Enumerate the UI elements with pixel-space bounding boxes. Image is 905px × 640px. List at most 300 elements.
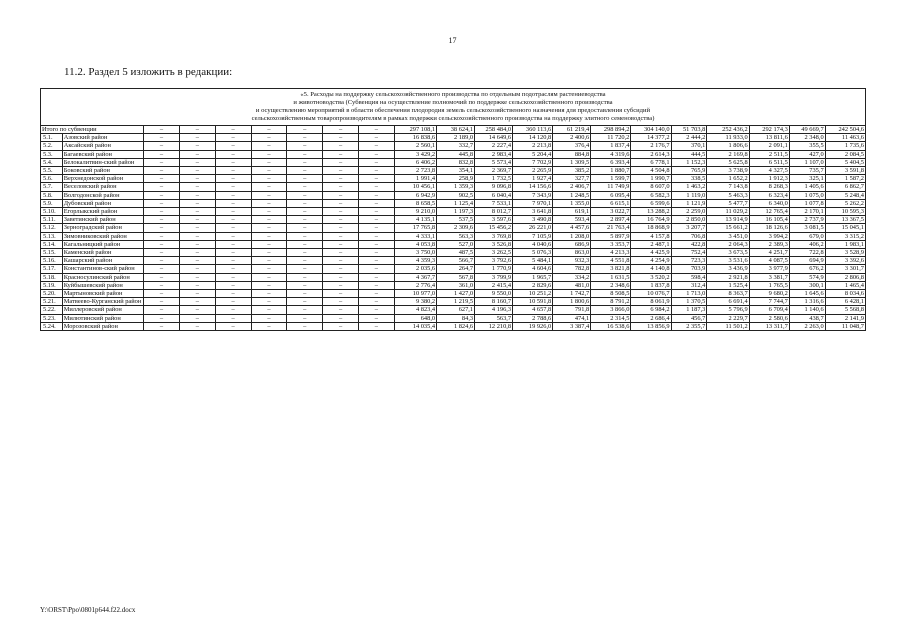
dash-cell: – <box>215 224 251 232</box>
district-name: Константинов-ский район <box>62 265 143 273</box>
value-cell: 4 254,9 <box>631 257 671 265</box>
value-cell: 765,9 <box>671 167 707 175</box>
value-cell: 3 081,5 <box>789 224 825 232</box>
value-cell: 884,8 <box>553 150 591 158</box>
value-cell: 61 219,4 <box>553 126 591 134</box>
value-cell: 3 429,2 <box>394 150 436 158</box>
dash-cell: – <box>179 249 215 257</box>
value-cell: 8 268,3 <box>749 183 789 191</box>
row-number: 5.20. <box>41 290 63 298</box>
value-cell: 456,7 <box>671 314 707 322</box>
value-cell: 1 837,8 <box>631 281 671 289</box>
dash-cell: – <box>144 257 180 265</box>
row-number: 5.14. <box>41 240 63 248</box>
district-name: Боковский район <box>62 167 143 175</box>
dash-cell: – <box>144 290 180 298</box>
dash-cell: – <box>144 175 180 183</box>
value-cell: 7 970,1 <box>513 199 553 207</box>
dash-cell: – <box>215 142 251 150</box>
value-cell: 3 977,9 <box>749 265 789 273</box>
value-cell: 9 550,0 <box>475 290 513 298</box>
district-name: Дубовский район <box>62 199 143 207</box>
dash-cell: – <box>215 290 251 298</box>
total-row <box>41 126 866 134</box>
value-cell: 1 405,6 <box>789 183 825 191</box>
dash-cell: – <box>251 224 287 232</box>
dash-cell: – <box>287 183 323 191</box>
dash-cell: – <box>215 257 251 265</box>
value-cell: 474,1 <box>553 314 591 322</box>
dash-cell: – <box>323 158 359 166</box>
value-cell: 445,8 <box>437 150 475 158</box>
value-cell: 2 170,1 <box>789 208 825 216</box>
value-cell: 11 048,7 <box>825 322 865 330</box>
value-cell: 361,0 <box>437 281 475 289</box>
dash-cell: – <box>179 126 215 134</box>
value-cell: 619,1 <box>553 208 591 216</box>
value-cell: 3 799,9 <box>475 273 513 281</box>
value-cell: 686,9 <box>553 240 591 248</box>
page-number: 17 <box>448 36 457 45</box>
row-number: 5.12. <box>41 224 63 232</box>
dash-cell: – <box>144 281 180 289</box>
value-cell: 1 765,5 <box>749 281 789 289</box>
dash-cell: – <box>144 249 180 257</box>
value-cell: 438,7 <box>789 314 825 322</box>
dash-cell: – <box>251 158 287 166</box>
value-cell: 3 436,9 <box>707 265 749 273</box>
dash-cell: – <box>287 175 323 183</box>
table-row <box>41 175 866 183</box>
value-cell: 1 208,0 <box>553 232 591 240</box>
value-cell: 444,5 <box>671 150 707 158</box>
value-cell: 376,4 <box>553 142 591 150</box>
value-cell: 332,7 <box>437 142 475 150</box>
value-cell: 1 370,5 <box>671 298 707 306</box>
value-cell: 648,0 <box>394 314 436 322</box>
value-cell: 5 463,3 <box>707 191 749 199</box>
dash-cell: – <box>215 150 251 158</box>
value-cell: 735,7 <box>789 167 825 175</box>
value-cell: 3 315,2 <box>825 232 865 240</box>
value-cell: 6 984,2 <box>631 306 671 314</box>
value-cell: 6 323,4 <box>749 191 789 199</box>
value-cell: 18 868,9 <box>631 224 671 232</box>
value-cell: 7 105,9 <box>513 232 553 240</box>
caption-line: и животноводства (Субвенция на осуществление полномочий по поддержке сельскохозяйственного производства <box>293 99 613 106</box>
value-cell: 3 769,8 <box>475 232 513 240</box>
value-cell: 6 778,1 <box>631 158 671 166</box>
dash-cell: – <box>287 232 323 240</box>
dash-cell: – <box>144 126 180 134</box>
district-name: Багаевский район <box>62 150 143 158</box>
dash-cell: – <box>323 142 359 150</box>
value-cell: 16 538,6 <box>591 322 631 330</box>
value-cell: 3 387,4 <box>553 322 591 330</box>
value-cell: 4 367,7 <box>394 273 436 281</box>
value-cell: 932,3 <box>553 257 591 265</box>
dash-cell: – <box>179 257 215 265</box>
value-cell: 1 800,6 <box>553 298 591 306</box>
total-label: Итого по субвенции <box>41 126 144 134</box>
value-cell: 26 221,0 <box>513 224 553 232</box>
dash-cell: – <box>287 158 323 166</box>
district-name: Зерноградский район <box>62 224 143 232</box>
dash-cell: – <box>179 142 215 150</box>
value-cell: 1 713,0 <box>671 290 707 298</box>
dash-cell: – <box>144 265 180 273</box>
value-cell: 3 353,7 <box>591 240 631 248</box>
value-cell: 2 229,7 <box>707 314 749 322</box>
dash-cell: – <box>323 281 359 289</box>
value-cell: 14 649,6 <box>475 134 513 142</box>
dash-cell: – <box>358 249 394 257</box>
value-cell: 1 152,3 <box>671 158 707 166</box>
value-cell: 13 914,9 <box>707 216 749 224</box>
value-cell: 11 463,6 <box>825 134 865 142</box>
value-cell: 6 040,4 <box>475 191 513 199</box>
value-cell: 11 720,2 <box>591 134 631 142</box>
dash-cell: – <box>179 281 215 289</box>
value-cell: 1 912,3 <box>749 175 789 183</box>
value-cell: 2 265,9 <box>513 167 553 175</box>
dash-cell: – <box>323 232 359 240</box>
value-cell: 2 309,6 <box>437 224 475 232</box>
dash-cell: – <box>323 240 359 248</box>
value-cell: 18 126,6 <box>749 224 789 232</box>
value-cell: 703,9 <box>671 265 707 273</box>
row-number: 5.4. <box>41 158 63 166</box>
dash-cell: – <box>323 175 359 183</box>
dash-cell: – <box>144 142 180 150</box>
value-cell: 2 389,3 <box>749 240 789 248</box>
value-cell: 15 661,2 <box>707 224 749 232</box>
value-cell: 4 319,6 <box>591 150 631 158</box>
dash-cell: – <box>358 281 394 289</box>
value-cell: 1 732,5 <box>475 175 513 183</box>
dash-cell: – <box>287 224 323 232</box>
district-name: Аксайский район <box>62 142 143 150</box>
dash-cell: – <box>215 134 251 142</box>
value-cell: 2 723,8 <box>394 167 436 175</box>
dash-cell: – <box>144 298 180 306</box>
value-cell: 2 176,7 <box>631 142 671 150</box>
dash-cell: – <box>251 257 287 265</box>
dash-cell: – <box>323 322 359 330</box>
value-cell: 242 504,6 <box>825 126 865 134</box>
value-cell: 2 348,0 <box>789 134 825 142</box>
table-row <box>41 290 866 298</box>
value-cell: 8 607,0 <box>631 183 671 191</box>
value-cell: 4 196,3 <box>475 306 513 314</box>
file-path-footer: Y:\ORST\Ppo\0801p644.f22.docx <box>40 606 136 614</box>
district-name: Волгодонской район <box>62 191 143 199</box>
value-cell: 2 686,4 <box>631 314 671 322</box>
row-number: 5.10. <box>41 208 63 216</box>
dash-cell: – <box>179 314 215 322</box>
value-cell: 16 838,6 <box>394 134 436 142</box>
value-cell: 10 595,3 <box>825 208 865 216</box>
row-number: 5.11. <box>41 216 63 224</box>
value-cell: 1 991,4 <box>394 175 436 183</box>
dash-cell: – <box>287 314 323 322</box>
dash-cell: – <box>287 249 323 257</box>
dash-cell: – <box>287 265 323 273</box>
dash-cell: – <box>323 150 359 158</box>
value-cell: 5 477,7 <box>707 199 749 207</box>
dash-cell: – <box>144 199 180 207</box>
value-cell: 3 520,2 <box>631 273 671 281</box>
value-cell: 325,1 <box>789 175 825 183</box>
dash-cell: – <box>179 322 215 330</box>
value-cell: 4 425,9 <box>631 249 671 257</box>
value-cell: 10 591,8 <box>513 298 553 306</box>
dash-cell: – <box>358 306 394 314</box>
table-row <box>41 265 866 273</box>
value-cell: 2 227,4 <box>475 142 513 150</box>
dash-cell: – <box>358 208 394 216</box>
dash-cell: – <box>358 191 394 199</box>
dash-cell: – <box>251 126 287 134</box>
dash-cell: – <box>179 216 215 224</box>
value-cell: 2 850,0 <box>671 216 707 224</box>
dash-cell: – <box>144 208 180 216</box>
value-cell: 2 091,1 <box>749 142 789 150</box>
value-cell: 676,2 <box>789 265 825 273</box>
value-cell: 1 119,0 <box>671 191 707 199</box>
dash-cell: – <box>179 175 215 183</box>
value-cell: 12 210,8 <box>475 322 513 330</box>
dash-cell: – <box>251 142 287 150</box>
district-name: Красносулинский район <box>62 273 143 281</box>
dash-cell: – <box>358 142 394 150</box>
value-cell: 567,8 <box>437 273 475 281</box>
dash-cell: – <box>215 183 251 191</box>
value-cell: 1 587,2 <box>825 175 865 183</box>
value-cell: 1 077,8 <box>789 199 825 207</box>
dash-cell: – <box>323 314 359 322</box>
value-cell: 3 591,8 <box>825 167 865 175</box>
district-name: Куйбышевский район <box>62 281 143 289</box>
value-cell: 11 749,9 <box>591 183 631 191</box>
value-cell: 706,8 <box>671 232 707 240</box>
district-name: Миллеровский район <box>62 306 143 314</box>
table-body <box>41 126 866 331</box>
dash-cell: – <box>323 216 359 224</box>
dash-cell: – <box>251 183 287 191</box>
district-name: Матвеево-Курганский район <box>62 298 143 306</box>
value-cell: 1 806,6 <box>707 142 749 150</box>
district-name: Кашарский район <box>62 257 143 265</box>
dash-cell: – <box>287 142 323 150</box>
value-cell: 527,0 <box>437 240 475 248</box>
district-name: Зимовниковский район <box>62 232 143 240</box>
dash-cell: – <box>251 290 287 298</box>
value-cell: 3 022,7 <box>591 208 631 216</box>
value-cell: 11 933,0 <box>707 134 749 142</box>
value-cell: 1 465,4 <box>825 281 865 289</box>
value-cell: 10 251,2 <box>513 290 553 298</box>
value-cell: 4 604,6 <box>513 265 553 273</box>
value-cell: 9 380,2 <box>394 298 436 306</box>
value-cell: 6 406,2 <box>394 158 436 166</box>
dash-cell: – <box>179 134 215 142</box>
district-name: Морозовский район <box>62 322 143 330</box>
value-cell: 84,3 <box>437 314 475 322</box>
dash-cell: – <box>323 183 359 191</box>
dash-cell: – <box>215 158 251 166</box>
dash-cell: – <box>179 224 215 232</box>
row-number: 5.1. <box>41 134 63 142</box>
value-cell: 5 796,9 <box>707 306 749 314</box>
value-cell: 2 776,4 <box>394 281 436 289</box>
value-cell: 2 169,8 <box>707 150 749 158</box>
dash-cell: – <box>323 298 359 306</box>
row-number: 5.16. <box>41 257 63 265</box>
value-cell: 563,3 <box>437 232 475 240</box>
value-cell: 3 994,2 <box>749 232 789 240</box>
value-cell: 11 501,2 <box>707 322 749 330</box>
value-cell: 3 673,5 <box>707 249 749 257</box>
value-cell: 298 894,2 <box>591 126 631 134</box>
value-cell: 1 652,2 <box>707 175 749 183</box>
value-cell: 902,5 <box>437 191 475 199</box>
value-cell: 2 983,4 <box>475 150 513 158</box>
value-cell: 4 040,6 <box>513 240 553 248</box>
value-cell: 258,9 <box>437 175 475 183</box>
district-name: Заветинский район <box>62 216 143 224</box>
value-cell: 4 157,8 <box>631 232 671 240</box>
dash-cell: – <box>358 175 394 183</box>
dash-cell: – <box>251 191 287 199</box>
value-cell: 2 263,0 <box>789 322 825 330</box>
value-cell: 2 355,7 <box>671 322 707 330</box>
value-cell: 292 174,3 <box>749 126 789 134</box>
value-cell: 4 551,8 <box>591 257 631 265</box>
value-cell: 17 765,8 <box>394 224 436 232</box>
caption-line: и осуществлению мероприятий в области обеспечения плодородия земель сельскохозяйственного назначения для предоставления субсидий <box>255 107 651 114</box>
value-cell: 2 406,7 <box>553 183 591 191</box>
table-row <box>41 167 866 175</box>
value-cell: 1 075,0 <box>789 191 825 199</box>
dash-cell: – <box>287 150 323 158</box>
dash-cell: – <box>323 224 359 232</box>
dash-cell: – <box>358 199 394 207</box>
dash-cell: – <box>287 290 323 298</box>
row-number: 5.22. <box>41 306 63 314</box>
value-cell: 2 369,7 <box>475 167 513 175</box>
value-cell: 3 531,6 <box>707 257 749 265</box>
row-number: 5.13. <box>41 232 63 240</box>
value-cell: 863,0 <box>553 249 591 257</box>
value-cell: 258 484,0 <box>475 126 513 134</box>
dash-cell: – <box>144 216 180 224</box>
dash-cell: – <box>179 265 215 273</box>
dash-cell: – <box>144 167 180 175</box>
value-cell: 3 392,6 <box>825 257 865 265</box>
value-cell: 2 314,5 <box>591 314 631 322</box>
value-cell: 1 735,6 <box>825 142 865 150</box>
dash-cell: – <box>215 249 251 257</box>
value-cell: 679,0 <box>789 232 825 240</box>
dash-cell: – <box>179 240 215 248</box>
value-cell: 6 582,3 <box>631 191 671 199</box>
value-cell: 7 143,8 <box>707 183 749 191</box>
value-cell: 1 316,6 <box>789 298 825 306</box>
value-cell: 1 880,7 <box>591 167 631 175</box>
value-cell: 722,8 <box>789 249 825 257</box>
value-cell: 300,1 <box>789 281 825 289</box>
value-cell: 3 597,6 <box>475 216 513 224</box>
value-cell: 6 862,7 <box>825 183 865 191</box>
value-cell: 327,7 <box>553 175 591 183</box>
value-cell: 2 444,2 <box>671 134 707 142</box>
district-name: Мартыновский район <box>62 290 143 298</box>
value-cell: 360 113,6 <box>513 126 553 134</box>
value-cell: 49 669,7 <box>789 126 825 134</box>
value-cell: 1 359,3 <box>437 183 475 191</box>
value-cell: 370,1 <box>671 142 707 150</box>
value-cell: 9 210,0 <box>394 208 436 216</box>
dash-cell: – <box>358 150 394 158</box>
value-cell: 2 560,1 <box>394 142 436 150</box>
dash-cell: – <box>215 322 251 330</box>
dash-cell: – <box>251 199 287 207</box>
value-cell: 694,9 <box>789 257 825 265</box>
dash-cell: – <box>179 298 215 306</box>
dash-cell: – <box>323 306 359 314</box>
value-cell: 2 921,8 <box>707 273 749 281</box>
value-cell: 832,8 <box>437 158 475 166</box>
value-cell: 1 837,4 <box>591 142 631 150</box>
row-number: 5.17. <box>41 265 63 273</box>
value-cell: 338,5 <box>671 175 707 183</box>
value-cell: 51 703,8 <box>671 126 707 134</box>
value-cell: 3 750,0 <box>394 249 436 257</box>
value-cell: 2 259,0 <box>671 208 707 216</box>
value-cell: 4 457,6 <box>553 224 591 232</box>
dash-cell: – <box>144 191 180 199</box>
value-cell: 1 463,2 <box>671 183 707 191</box>
dash-cell: – <box>358 158 394 166</box>
table-row <box>41 281 866 289</box>
dash-cell: – <box>251 281 287 289</box>
dash-cell: – <box>179 273 215 281</box>
table-row <box>41 224 866 232</box>
table-row <box>41 322 866 330</box>
value-cell: 1 990,7 <box>631 175 671 183</box>
dash-cell: – <box>144 232 180 240</box>
value-cell: 13 856,9 <box>631 322 671 330</box>
dash-cell: – <box>323 290 359 298</box>
value-cell: 1 631,5 <box>591 273 631 281</box>
caption-line: «5. Расходы на поддержку сельскохозяйственного производства по отдельным подотраслям растениеводства <box>300 91 606 98</box>
value-cell: 4 823,4 <box>394 306 436 314</box>
value-cell: 1 140,6 <box>789 306 825 314</box>
dash-cell: – <box>251 314 287 322</box>
dash-cell: – <box>144 314 180 322</box>
dash-cell: – <box>215 273 251 281</box>
value-cell: 9 096,8 <box>475 183 513 191</box>
value-cell: 16 105,4 <box>749 216 789 224</box>
value-cell: 14 035,4 <box>394 322 436 330</box>
row-number: 5.6. <box>41 175 63 183</box>
value-cell: 3 866,0 <box>591 306 631 314</box>
dash-cell: – <box>323 126 359 134</box>
value-cell: 1 645,6 <box>789 290 825 298</box>
district-name: Кагальницкий район <box>62 240 143 248</box>
dash-cell: – <box>287 273 323 281</box>
